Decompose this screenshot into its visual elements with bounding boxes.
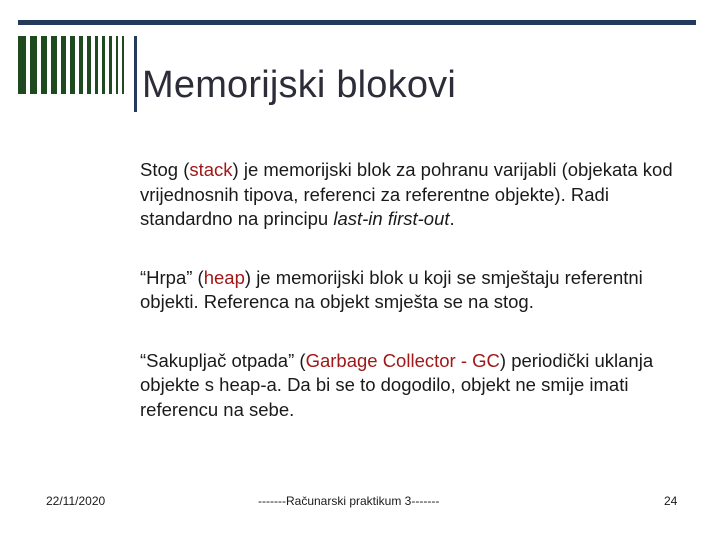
footer-date: 22/11/2020 xyxy=(46,494,106,508)
bullet-heap-text-2: ) je memorijski blok u koji se smještaju referentni objekti. Referenca na objekt smješta se na stog. xyxy=(140,266,643,312)
bullet-stack-lifo: last-in first-out xyxy=(333,208,450,229)
bullet-gc-text-1: “Sakupljač otpada” ( xyxy=(140,349,306,371)
bullet-heap-text-1: “Hrpa” ( xyxy=(140,266,204,288)
title-side-rule xyxy=(134,36,137,112)
bullet-list xyxy=(140,158,688,456)
bullet-heap-keyword: heap xyxy=(203,266,245,288)
bullet-stack-text-3: . xyxy=(449,208,455,229)
corner-bars-decoration xyxy=(18,36,138,96)
bullet-stack xyxy=(140,158,688,232)
top-rule xyxy=(18,20,696,25)
bullet-gc-keyword: Garbage Collector - GC xyxy=(305,349,500,371)
bullet-stack-keyword: stack xyxy=(189,159,233,180)
bullet-heap xyxy=(140,266,688,315)
footer-course-title: -------Računarski praktikum 3------- xyxy=(258,494,440,508)
bullet-gc xyxy=(140,349,688,423)
bullet-gc-text-2: ) periodički uklanja objekte s heap-a. Da bi se to dogodilo, objekt ne smije imati referencu na sebe. xyxy=(140,349,654,420)
slide-title: Memorijski blokovi xyxy=(142,64,457,106)
footer-page-number: 24 xyxy=(664,494,678,508)
bullet-stack-text-1: Stog ( xyxy=(140,159,190,180)
bullet-stack-text-2: ) je memorijski blok za pohranu varijabli (objekata kod vrijednosnih tipova, referenci za referentne objekte). Radi standardno na principu xyxy=(140,159,673,229)
